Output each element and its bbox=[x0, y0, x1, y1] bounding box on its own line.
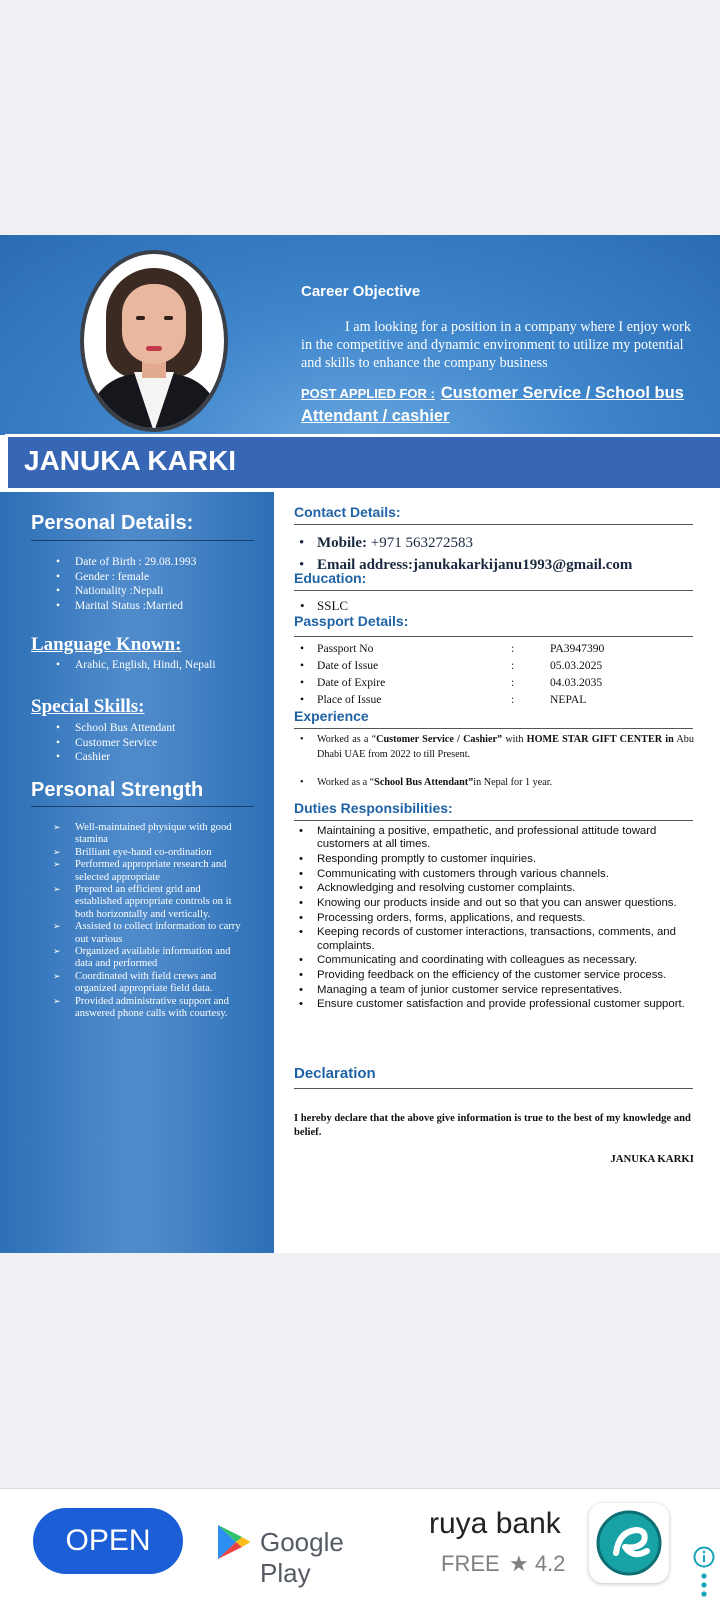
list-item: • Acknowledging and resolving customer complaints. bbox=[294, 882, 694, 895]
passport-row: • Date of Issue : 05.03.2025 bbox=[300, 659, 603, 672]
divider bbox=[31, 540, 254, 541]
passport-row: • Date of Expire : 04.03.2035 bbox=[300, 676, 603, 689]
name-banner bbox=[5, 434, 720, 491]
declaration-heading: Declaration bbox=[294, 1065, 376, 1082]
list-item: • Nationality :Nepali bbox=[53, 584, 196, 599]
list-item: • Providing feedback on the efficiency of the customer service process. bbox=[294, 969, 694, 982]
list-item: • Processing orders, forms, applications, and requests. bbox=[294, 912, 694, 925]
education-list bbox=[294, 598, 348, 614]
app-icon[interactable] bbox=[589, 1503, 669, 1583]
list-item: • Responding promptly to customer inquiries. bbox=[294, 853, 694, 866]
google-play-badge[interactable] bbox=[216, 1523, 396, 1588]
list-item: ➢ Coordinated with field crews and organized appropriate field data. bbox=[53, 971, 248, 996]
divider bbox=[294, 590, 693, 591]
list-item: • SSLC bbox=[294, 598, 348, 614]
list-item: ➢ Assisted to collect information to carry out various bbox=[53, 921, 248, 946]
list-item: • Ensure customer satisfaction and provide professional customer support. bbox=[294, 998, 694, 1011]
post-applied-value: Customer Service / School bus Attendant / cashier bbox=[301, 384, 684, 425]
career-objective-heading: Career Objective bbox=[301, 283, 421, 300]
signature-name: JANUKA KARKI bbox=[610, 1153, 694, 1165]
left-sidebar bbox=[0, 492, 274, 1253]
divider bbox=[294, 636, 693, 637]
duties-heading: Duties Responsibilities: bbox=[294, 800, 453, 816]
divider bbox=[294, 820, 693, 821]
info-icon[interactable] bbox=[693, 1546, 715, 1568]
contact-email: • Email address:janukakarkijanu1993@gmail.com bbox=[294, 554, 694, 576]
personal-strength-list bbox=[53, 822, 248, 1021]
main-column bbox=[274, 492, 720, 1253]
experience-item: • Worked as a “Customer Service / Cashier” with HOME STAR GIFT CENTER in Abu Dhabi UAE from 2022 to till Present. bbox=[300, 734, 694, 760]
post-applied bbox=[301, 382, 701, 428]
list-item: • Arabic, English, Hindi, Nepali bbox=[53, 658, 216, 673]
app-price: FREE bbox=[441, 1551, 500, 1576]
ad-banner[interactable] bbox=[0, 1488, 720, 1600]
personal-details-heading: Personal Details: bbox=[31, 512, 194, 534]
passport-row: • Place of Issue : NEPAL bbox=[300, 693, 587, 706]
list-item: • School Bus Attendant bbox=[53, 721, 175, 736]
special-skills-list bbox=[53, 721, 175, 765]
ruya-bank-logo-icon bbox=[589, 1503, 669, 1583]
more-options-icon[interactable] bbox=[700, 1573, 708, 1597]
passport-row: • Passport No : PA3947390 bbox=[300, 642, 605, 655]
divider bbox=[294, 524, 693, 525]
list-item: • Communicating with customers through various channels. bbox=[294, 868, 694, 881]
divider bbox=[31, 806, 254, 807]
google-play-icon bbox=[216, 1523, 252, 1561]
list-item: ➢ Organized available information and data and performed bbox=[53, 946, 248, 971]
list-item: • Cashier bbox=[53, 750, 175, 765]
divider bbox=[294, 1088, 693, 1089]
declaration-text: I hereby declare that the above give information is true to the best of my knowledge and belief. bbox=[294, 1113, 691, 1138]
languages-heading: Language Known: bbox=[31, 634, 182, 655]
contact-mobile: • Mobile: +971 563272583 bbox=[294, 532, 694, 554]
passport-heading: Passport Details: bbox=[294, 613, 409, 629]
list-item: • Managing a team of junior customer service representatives. bbox=[294, 984, 694, 997]
list-item: • Date of Birth : 29.08.1993 bbox=[53, 555, 196, 570]
app-rating: ★ 4.2 bbox=[509, 1551, 566, 1576]
list-item: • Communicating and coordinating with colleagues as necessary. bbox=[294, 954, 694, 967]
candidate-name: JANUKA KARKI bbox=[24, 445, 237, 476]
app-name[interactable]: ruya bank bbox=[429, 1507, 561, 1540]
list-item: • Gender : female bbox=[53, 570, 196, 585]
list-item: • Knowing our products inside and out so that you can answer questions. bbox=[294, 897, 694, 910]
personal-strength-heading: Personal Strength bbox=[31, 779, 204, 801]
list-item: ➢ Provided administrative support and answered phone calls with courtesy. bbox=[53, 996, 248, 1021]
experience-heading: Experience bbox=[294, 708, 369, 724]
resume-header bbox=[0, 235, 720, 435]
list-item: • Marital Status :Married bbox=[53, 599, 196, 614]
contact-heading: Contact Details: bbox=[294, 504, 401, 520]
duties-list bbox=[294, 825, 694, 1013]
experience-item: • Worked as a “School Bus Attendant”in Nepal for 1 year. bbox=[300, 777, 553, 788]
career-objective-text: I am looking for a position in a company where I enjoy work in the competitive and dynamic environment to utilize my potential and skills to enhance the company business bbox=[301, 319, 691, 371]
store-name: Google Play bbox=[260, 1527, 344, 1588]
profile-photo bbox=[80, 250, 228, 432]
resume-document bbox=[0, 235, 720, 1253]
list-item: ➢ Performed appropriate research and selected appropriate bbox=[53, 859, 248, 884]
education-heading: Education: bbox=[294, 570, 367, 586]
personal-details-list bbox=[53, 555, 196, 614]
list-item: • Keeping records of customer interactions, transactions, comments, and complaints. bbox=[294, 926, 694, 953]
languages-list bbox=[53, 658, 216, 673]
list-item: ➢ Well-maintained physique with good stamina bbox=[53, 822, 248, 847]
list-item: • Maintaining a positive, empathetic, and professional attitude toward customers at all times. bbox=[294, 825, 694, 852]
list-item: ➢ Prepared an efficient grid and established appropriate controls on it both horizontally and vertically. bbox=[53, 884, 248, 921]
list-item: ➢ Brilliant eye-hand co-ordination bbox=[53, 847, 248, 859]
post-applied-label: POST APPLIED FOR : bbox=[301, 386, 435, 401]
list-item: • Customer Service bbox=[53, 736, 175, 751]
open-button[interactable]: OPEN bbox=[33, 1508, 183, 1574]
divider bbox=[294, 728, 693, 729]
special-skills-heading: Special Skills: bbox=[31, 696, 145, 717]
